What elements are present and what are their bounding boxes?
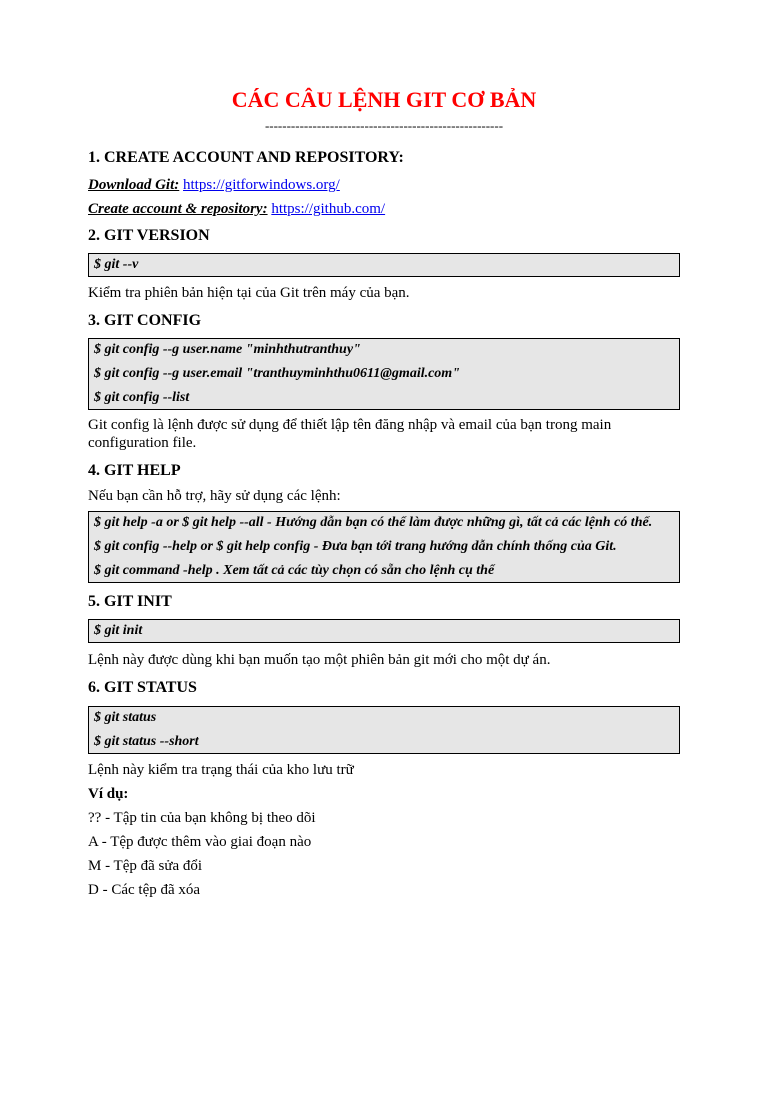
command-line: $ git config --list	[94, 390, 190, 405]
code-box-version	[88, 253, 680, 277]
example-item: D - Các tệp đã xóa	[88, 882, 201, 898]
command-line: $ git init	[94, 623, 143, 638]
code-box-status	[88, 706, 680, 754]
example-item: M - Tệp đã sửa đổi	[88, 858, 203, 874]
github-link[interactable]: https://github.com/	[271, 201, 386, 217]
download-link[interactable]: https://gitforwindows.org/	[183, 177, 340, 193]
download-label: Download Git:	[88, 177, 180, 193]
command-line: $ git --v	[94, 257, 139, 272]
command-line: $ git config --help or $ git help config - Đưa bạn tới trang hướng dẫn chính thống của Git.	[94, 539, 617, 554]
version-description: Kiểm tra phiên bản hiện tại của Git trên máy của bạn.	[88, 285, 410, 301]
help-intro: Nếu bạn cần hỗ trợ, hãy sử dụng các lệnh:	[88, 488, 341, 504]
download-line	[88, 176, 680, 194]
command-line: $ git status	[94, 710, 157, 725]
heading-git-version: 2. GIT VERSION	[88, 227, 210, 244]
heading-git-status: 6. GIT STATUS	[88, 679, 197, 696]
init-description: Lệnh này được dùng khi bạn muốn tạo một phiên bản git mới cho một dự án.	[88, 652, 551, 668]
example-label: Ví dụ:	[88, 786, 129, 802]
create-line	[88, 200, 680, 218]
command-line: $ git status --short	[94, 734, 199, 749]
code-box-config	[88, 338, 680, 410]
heading-git-config: 3. GIT CONFIG	[88, 312, 202, 329]
config-description: Git config là lệnh được sử dụng để thiết lập tên đăng nhập và email của bạn trong main configuration file.	[88, 417, 612, 451]
create-label: Create account & repository:	[88, 201, 268, 217]
heading-git-init: 5. GIT INIT	[88, 593, 172, 610]
example-item: A - Tệp được thêm vào giai đoạn nào	[88, 834, 312, 850]
title-separator: -------------------------------------------------------	[264, 118, 504, 133]
command-line: $ git config --g user.name "minhthutranthuy"	[94, 342, 361, 357]
command-line: $ git command -help . Xem tất cả các tùy chọn có sẵn cho lệnh cụ thể	[94, 563, 495, 578]
heading-create-account: 1. CREATE ACCOUNT AND REPOSITORY:	[88, 149, 404, 166]
code-box-init	[88, 619, 680, 643]
example-item: ?? - Tập tin của bạn không bị theo dõi	[88, 810, 316, 826]
heading-git-help: 4. GIT HELP	[88, 462, 181, 479]
code-box-help	[88, 511, 680, 583]
status-description: Lệnh này kiểm tra trạng thái của kho lưu trữ	[88, 762, 354, 778]
command-line: $ git config --g user.email "tranthuyminhthu0611@gmail.com"	[94, 366, 460, 381]
command-line: $ git help -a or $ git help --all - Hướng dẫn bạn có thể làm được những gì, tất cả các lệnh có thể.	[94, 515, 653, 530]
document-page	[0, 86, 768, 1110]
page-title: CÁC CÂU LỆNH GIT CƠ BẢN	[231, 87, 537, 112]
